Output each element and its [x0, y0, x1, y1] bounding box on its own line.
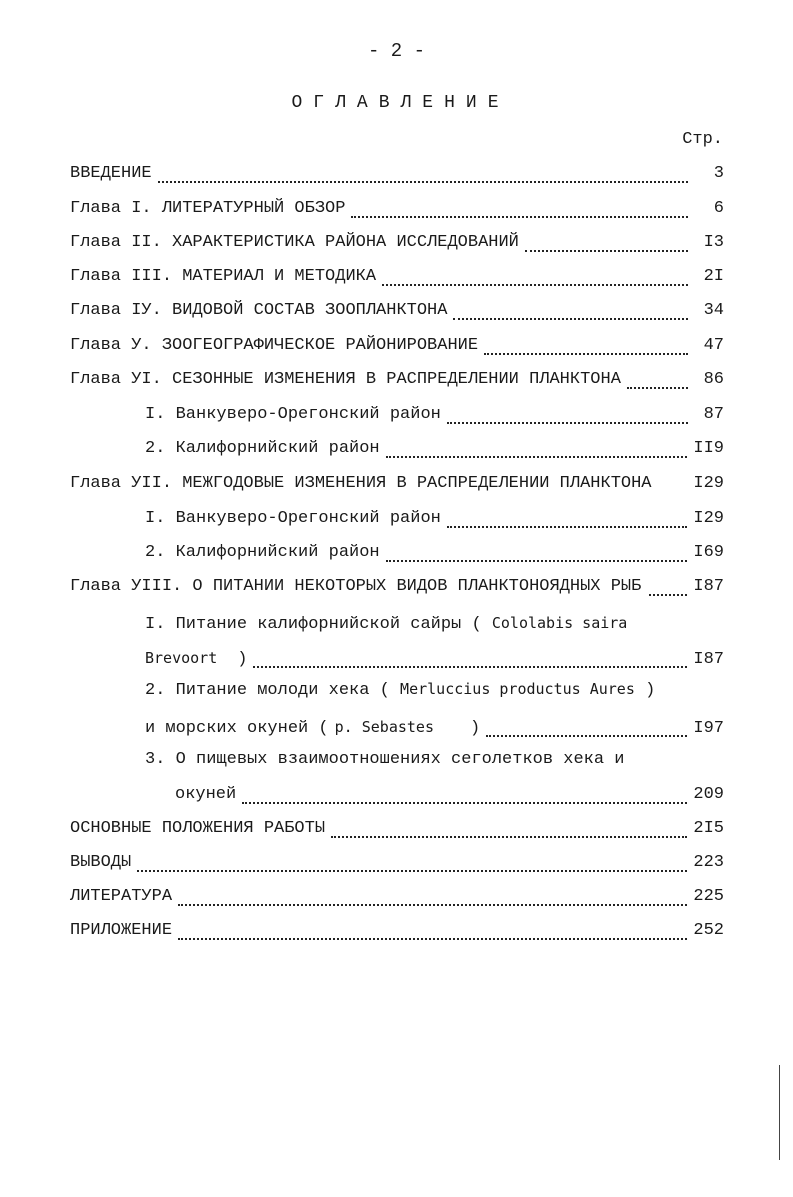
toc-entry-page: I87 [693, 577, 724, 596]
toc-entry-chapter-3 [70, 266, 724, 288]
toc-entry-title: Глава У. ЗООГЕОГРАФИЧЕСКОЕ РАЙОНИРОВАНИЕ [70, 336, 479, 355]
toc-entry-page: I3 [703, 233, 724, 252]
closing-paren: ) [645, 681, 656, 700]
toc-entry-main-provisions [70, 818, 724, 840]
toc-entry-title: I. Ванкуверо-Орегонский район [145, 509, 441, 528]
latin-species-name: p. Sebastes [334, 718, 434, 736]
toc-entry-title: ОСНОВНЫЕ ПОЛОЖЕНИЯ РАБОТЫ [70, 819, 326, 838]
closing-paren: ) [469, 719, 481, 738]
leader-dots [484, 341, 688, 355]
toc-entry-title: ЛИТЕРАТУРА [70, 887, 173, 906]
toc-entry-title: Глава УII. МЕЖГОДОВЫЕ ИЗМЕНЕНИЯ В РАСПРЕДЕЛЕНИИ ПЛАНКТОНА [70, 474, 652, 493]
toc-entry-chapter-2 [70, 232, 724, 254]
leader-dots [178, 892, 687, 906]
latin-species-name: Cololabis saira [491, 614, 628, 632]
leader-dots [447, 410, 688, 424]
toc-entry-page: I29 [693, 509, 724, 528]
toc-entry-page: 47 [703, 336, 724, 355]
toc-entry-chapter-8-section-1-line-2 [145, 647, 724, 671]
toc-entry-conclusions [70, 852, 724, 874]
toc-entry-title: Глава II. ХАРАКТЕРИСТИКА РАЙОНА ИССЛЕДОВАНИЙ [70, 233, 519, 252]
toc-entry-chapter-8-section-2-line-2 [145, 716, 724, 740]
toc-entry-chapter-8-section-2-line-1 [145, 678, 655, 702]
toc-entry-chapter-5 [70, 335, 724, 357]
toc-entry-chapter-6 [70, 369, 724, 391]
toc-entry-page: 209 [693, 785, 724, 804]
toc-entry-title: окуней [175, 785, 237, 804]
toc-entry-page: 223 [693, 853, 724, 872]
leader-dots [158, 169, 688, 183]
toc-entry-literature [70, 886, 724, 908]
toc-entry-title: и морских окуней ( [145, 719, 329, 738]
leader-dots [649, 582, 687, 596]
toc-entry-title: 2. Калифорнийский район [145, 439, 380, 458]
toc-entry-title: I. Ванкуверо-Орегонский район [145, 405, 441, 424]
toc-entry-chapter-1 [70, 198, 724, 220]
leader-dots [382, 272, 688, 286]
leader-dots [242, 790, 687, 804]
toc-entry-title: 2. Калифорнийский район [145, 543, 380, 562]
leader-dots [453, 306, 688, 320]
toc-entry-title: ВЫВОДЫ [70, 853, 132, 872]
toc-entry-chapter-6-section-1 [145, 404, 724, 426]
toc-entry-page: I87 [693, 650, 724, 669]
latin-species-author: Brevoort [145, 649, 218, 667]
toc-entry-title: Глава УI. СЕЗОННЫЕ ИЗМЕНЕНИЯ В РАСПРЕДЕЛЕНИИ ПЛАНКТОНА [70, 370, 621, 389]
toc-entry-chapter-7-section-1 [145, 508, 724, 530]
toc-entry-page: 225 [693, 887, 724, 906]
margin-scan-line [779, 1065, 780, 1160]
toc-entry-chapter-7 [70, 473, 724, 495]
leader-dots [351, 204, 688, 218]
leader-dots [137, 858, 687, 872]
toc-entry-introduction [70, 163, 724, 185]
page-number: - 2 - [367, 40, 425, 62]
toc-entry-title: 3. О пищевых взаимоотношениях сеголетков хека и [145, 750, 625, 769]
toc-entry-page: 87 [703, 405, 724, 424]
toc-entry-page: I69 [693, 543, 724, 562]
toc-entry-page: 252 [693, 921, 724, 940]
toc-entry-page: 2I5 [693, 819, 724, 838]
toc-entry-chapter-6-section-2 [145, 438, 724, 460]
toc-entry-chapter-4 [70, 300, 724, 322]
leader-dots [486, 723, 687, 737]
toc-entry-page: I29 [693, 474, 724, 493]
toc-entry-title: Глава III. МАТЕРИАЛ И МЕТОДИКА [70, 267, 377, 286]
leader-dots [386, 444, 688, 458]
toc-heading: ОГЛАВЛЕНИЕ [291, 93, 510, 113]
toc-entry-chapter-8-section-1-line-1 [145, 612, 627, 636]
toc-entry-page: II9 [693, 439, 724, 458]
toc-entry-title: 2. Питание молоди хека ( [145, 681, 390, 700]
toc-entry-title: ) [237, 650, 248, 669]
leader-dots [525, 238, 688, 252]
leader-dots [447, 514, 688, 528]
leader-dots [331, 824, 687, 838]
leader-dots [386, 548, 688, 562]
pages-column-label: Стр. [682, 130, 723, 149]
toc-entry-appendix [70, 920, 724, 942]
toc-entry-chapter-8-section-3-line-2 [175, 784, 724, 806]
toc-entry-title: ПРИЛОЖЕНИЕ [70, 921, 173, 940]
leader-dots [178, 926, 687, 940]
toc-entry-page: 2I [703, 267, 724, 286]
toc-entry-chapter-8 [70, 576, 724, 598]
toc-entry-title: Глава I. ЛИТЕРАТУРНЫЙ ОБЗОР [70, 199, 346, 218]
toc-entry-title: Глава УIII. О ПИТАНИИ НЕКОТОРЫХ ВИДОВ ПЛАНКТОНОЯДНЫХ РЫБ [70, 577, 642, 596]
toc-entry-title: Глава IУ. ВИДОВОЙ СОСТАВ ЗООПЛАНКТОНА [70, 301, 448, 320]
toc-entry-page: 86 [703, 370, 724, 389]
toc-entry-page: 34 [703, 301, 724, 320]
toc-entry-chapter-8-section-3-line-1 [145, 749, 624, 771]
toc-entry-title: I. Питание калифорнийской сайры ( [145, 615, 482, 634]
leader-dots [627, 375, 688, 389]
toc-entry-page: 3 [713, 164, 724, 183]
toc-entry-chapter-7-section-2 [145, 542, 724, 564]
toc-entry-title: ВВЕДЕНИЕ [70, 164, 152, 183]
toc-entry-page: 6 [713, 199, 724, 218]
latin-species-name: Merluccius productus Aures [400, 680, 635, 698]
leader-dots [253, 654, 687, 668]
toc-entry-page: I97 [693, 719, 724, 738]
